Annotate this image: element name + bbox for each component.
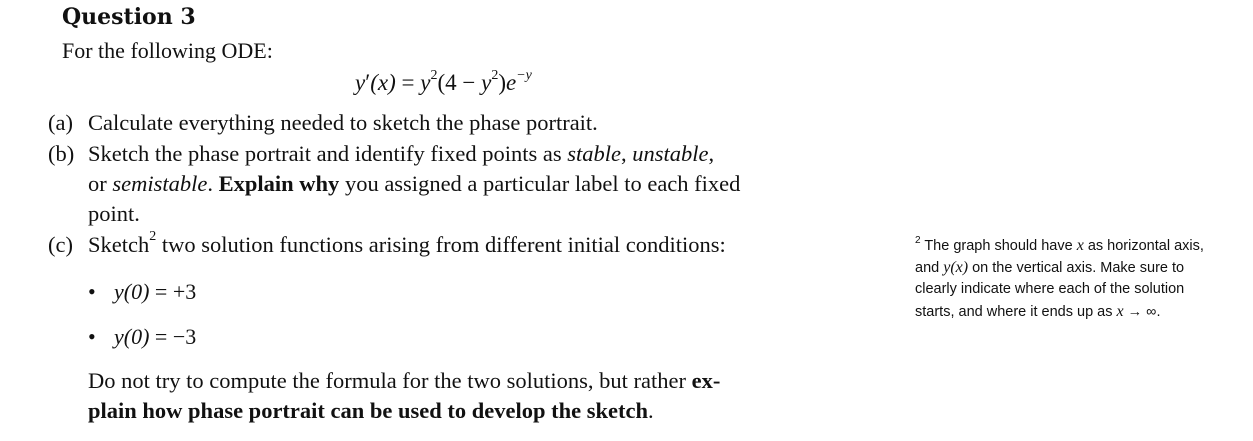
footnote-text: → ∞.: [1123, 304, 1161, 320]
part-b-line2: [88, 171, 740, 197]
bullet-dot: •: [88, 324, 96, 349]
part-b-text: .: [207, 171, 219, 196]
eq-exp-power: −y: [516, 68, 532, 83]
eq-sign: =: [395, 70, 421, 95]
footnote-math: x: [1116, 303, 1124, 320]
eq-term1-base: y: [420, 70, 431, 95]
part-b-text: you assigned a particular label to each fixed: [339, 171, 741, 196]
closing-text: Do not try to compute the formula for the two solutions, but rather: [88, 368, 692, 393]
ode-equation: [355, 70, 532, 96]
question-intro: For the following ODE:: [62, 38, 273, 63]
footnote-math: y(x): [943, 259, 969, 276]
eq-term2-exp: 2: [491, 68, 499, 83]
part-c-text: two solution functions arising from different initial conditions:: [156, 232, 726, 257]
footnote-text: as horizontal axis,: [1083, 238, 1204, 254]
part-a-text: Calculate everything needed to sketch the phase portrait.: [88, 110, 598, 135]
part-c-marker: (c): [48, 232, 73, 257]
bullet-rhs: = +3: [149, 279, 197, 304]
eq-paren-close: ): [498, 70, 507, 95]
eq-paren-open: (4 −: [437, 70, 482, 95]
label-stable: stable: [567, 141, 622, 166]
eq-lhs-prime: ′: [365, 70, 371, 95]
bullet-item: [88, 279, 196, 305]
footnote-line4: [915, 303, 1161, 321]
footnote-mark: 2: [915, 235, 921, 246]
closing-bold: plain how phase portrait can be used to develop the sketch: [88, 398, 649, 423]
part-b-text: Sketch the phase portrait and identify fixed points as: [88, 141, 568, 166]
part-b-sep: ,: [708, 141, 715, 166]
eq-term1-exp: 2: [430, 68, 438, 83]
bullet-rhs: = −3: [149, 324, 197, 349]
footnote-text: starts, and where it ends up as: [915, 304, 1117, 320]
bullet-item: [88, 324, 196, 350]
label-semistable: semistable: [112, 171, 208, 196]
part-c-text: Sketch: [88, 232, 150, 257]
footnote-ref: 2: [149, 229, 157, 244]
footnote-line2: [915, 259, 1184, 277]
part-b-sep: ,: [621, 141, 633, 166]
footnote-math: x: [1076, 237, 1084, 254]
part-b-line3: point.: [88, 201, 140, 226]
footnote-text: and: [915, 260, 944, 276]
label-unstable: unstable: [632, 141, 709, 166]
bullet-dot: •: [88, 279, 96, 304]
bullet-lhs: y(0): [114, 279, 150, 304]
part-a-marker: (a): [48, 110, 73, 135]
closing-bold: ex-: [691, 368, 721, 393]
explain-why-emphasis: Explain why: [218, 171, 340, 196]
closing-text: .: [648, 398, 654, 423]
closing-line1: [88, 368, 720, 394]
footnote-line3: clearly indicate where each of the solution: [915, 281, 1185, 297]
question-title: Question 3: [62, 4, 196, 30]
part-b-line1: [48, 141, 714, 167]
part-c: [48, 229, 726, 258]
eq-lhs-func: y: [355, 70, 366, 95]
part-a: [48, 110, 598, 136]
eq-lhs-arg: (x): [370, 70, 396, 95]
closing-line2: [88, 398, 654, 424]
footnote-text: on the vertical axis. Make sure to: [968, 260, 1185, 276]
bullet-lhs: y(0): [114, 324, 150, 349]
eq-term2-base: y: [481, 70, 492, 95]
footnote-text: The graph should have: [920, 238, 1077, 254]
footnote-line1: [915, 237, 1204, 255]
eq-exp-base: e: [506, 70, 517, 95]
part-b-marker: (b): [48, 141, 75, 166]
part-b-text: or: [88, 171, 113, 196]
